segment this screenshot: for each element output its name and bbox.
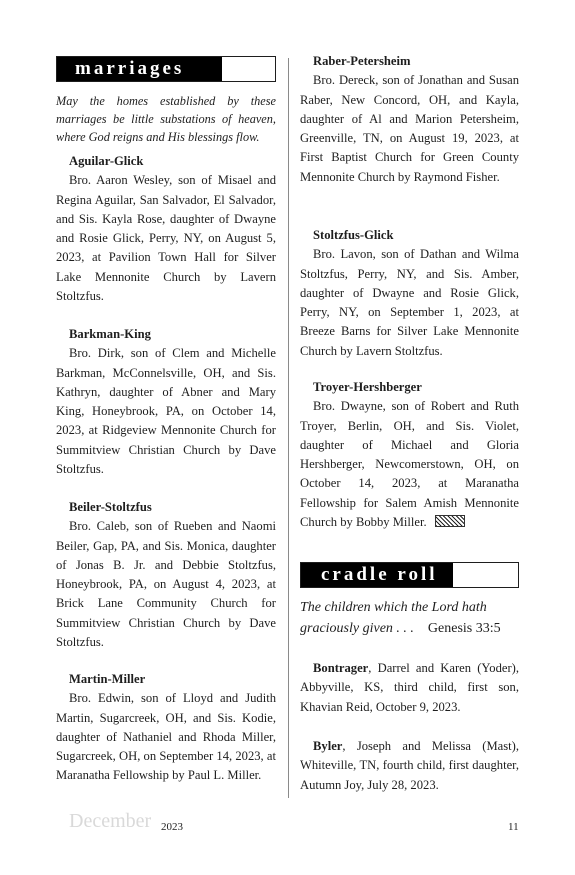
entry-name: Aguilar-Glick [69,154,144,168]
birth-entry [300,737,519,795]
entry-name: Barkman-King [69,327,151,341]
cradle-roll-heading: cradle roll [301,563,453,587]
marriage-entry [300,226,519,361]
entry-text-wrap [300,397,519,532]
birth-text: , Darrel and Karen (Yoder), Abbyville, KS, third child, first son, Khavian Reid, October 9, 2023. [300,661,519,714]
entry-name: Martin-Miller [69,672,146,686]
birth-text-wrap [300,659,519,717]
marriage-entry [56,498,276,652]
cradle-roll-banner [300,562,519,588]
entry-name: Beiler-Stoltzfus [69,500,152,514]
birth-text: , Joseph and Melissa (Mast), Whiteville, TN, fourth child, first daughter, Autumn Joy, July 28, 2023. [300,739,519,792]
footer-month: December [69,810,152,832]
verse-text: The children which the Lord hath graciously given . . . [300,600,487,636]
marriages-heading: marriages [57,57,222,81]
entry-text: Bro. Dereck, son of Jonathan and Susan Raber, New Concord, OH, and Kayla, daughter of Al and Marion Petersheim, Greenville, TN, on August 19, 2023, at First Baptist Church for Green County Mennonite Church by Raymond Fisher. [300,73,519,184]
birth-text-wrap [300,737,519,795]
verse-reference: Genesis 33:5 [427,620,501,636]
marriage-entry [56,325,276,479]
entry-name: Stoltzfus-Glick [313,228,394,242]
entry-text: Bro. Edwin, son of Lloyd and Judith Martin, Sugarcreek, OH, and Sis. Kodie, daughter of Nathaniel and Rhoda Miller, Sugarcreek, OH, on September 14, 2023, at Maranatha Fellowship by Paul L. Miller. [56,691,276,783]
entry-text: Bro. Dwayne, son of Robert and Ruth Troyer, Berlin, OH, and Sis. Violet, daughter of Michael and Gloria Hershberger, Newcomerstown, OH, on October 14, 2023, at Maranatha Fellowship for Salem Amish Mennonite Church by Bobby Miller. [300,399,519,530]
marriage-entry [56,152,276,306]
entry-name: Troyer-Hershberger [313,380,422,394]
birth-surname: Bontrager [313,661,369,675]
entry-name: Raber-Petersheim [313,54,411,68]
marriage-entry [56,670,276,786]
footer-year: 2023 [161,821,183,833]
cradle-roll-verse [300,598,519,639]
ornament-icon [435,515,465,527]
entry-text: Bro. Aaron Wesley, son of Misael and Regina Aguilar, San Salvador, El Salvador, and Sis. Kayla Rose, daughter of Dwayne and Rosie Glick, Perry, NY, on August 5, 2023, at Pavilion Town Hall for Silver Lake Mennonite Church by Lavern Stoltzfus. [56,173,276,304]
marriage-entry [300,378,519,532]
entry-text: Bro. Lavon, son of Dathan and Wilma Stoltzfus, Perry, NY, and Sis. Amber, daughter of Dwayne and Rosie Glick, Perry, NY, on September 1, 2023, at Breeze Barns for Silver Lake Mennonite Church by Lavern Stoltzfus. [300,247,519,358]
entry-text: Bro. Caleb, son of Rueben and Naomi Beiler, Gap, PA, and Sis. Monica, daughter of Jonas B. Jr. and Debbie Stoltzfus, Honeybrook, PA, on August 4, 2023, at Brick Lane Community Church for Summitview Christian Church by Dave Stoltzfus. [56,519,276,650]
marriages-intro: May the homes established by these marriages be little substations of heaven, where God reigns and His blessings flow. [56,94,276,144]
entry-text: Bro. Dirk, son of Clem and Michelle Barkman, McConnelsville, OH, and Sis. Kathryn, daughter of Abner and Mary King, Honeybrook, PA, on October 14, 2023, at Ridgeview Mennonite Church for Summitview Christian Church by Dave Stoltzfus. [56,346,276,477]
birth-surname: Byler [313,739,343,753]
page-number: 11 [508,821,519,833]
birth-entry [300,659,519,717]
marriage-entry [300,52,519,187]
column-divider [288,58,289,798]
marriages-banner [56,56,276,82]
